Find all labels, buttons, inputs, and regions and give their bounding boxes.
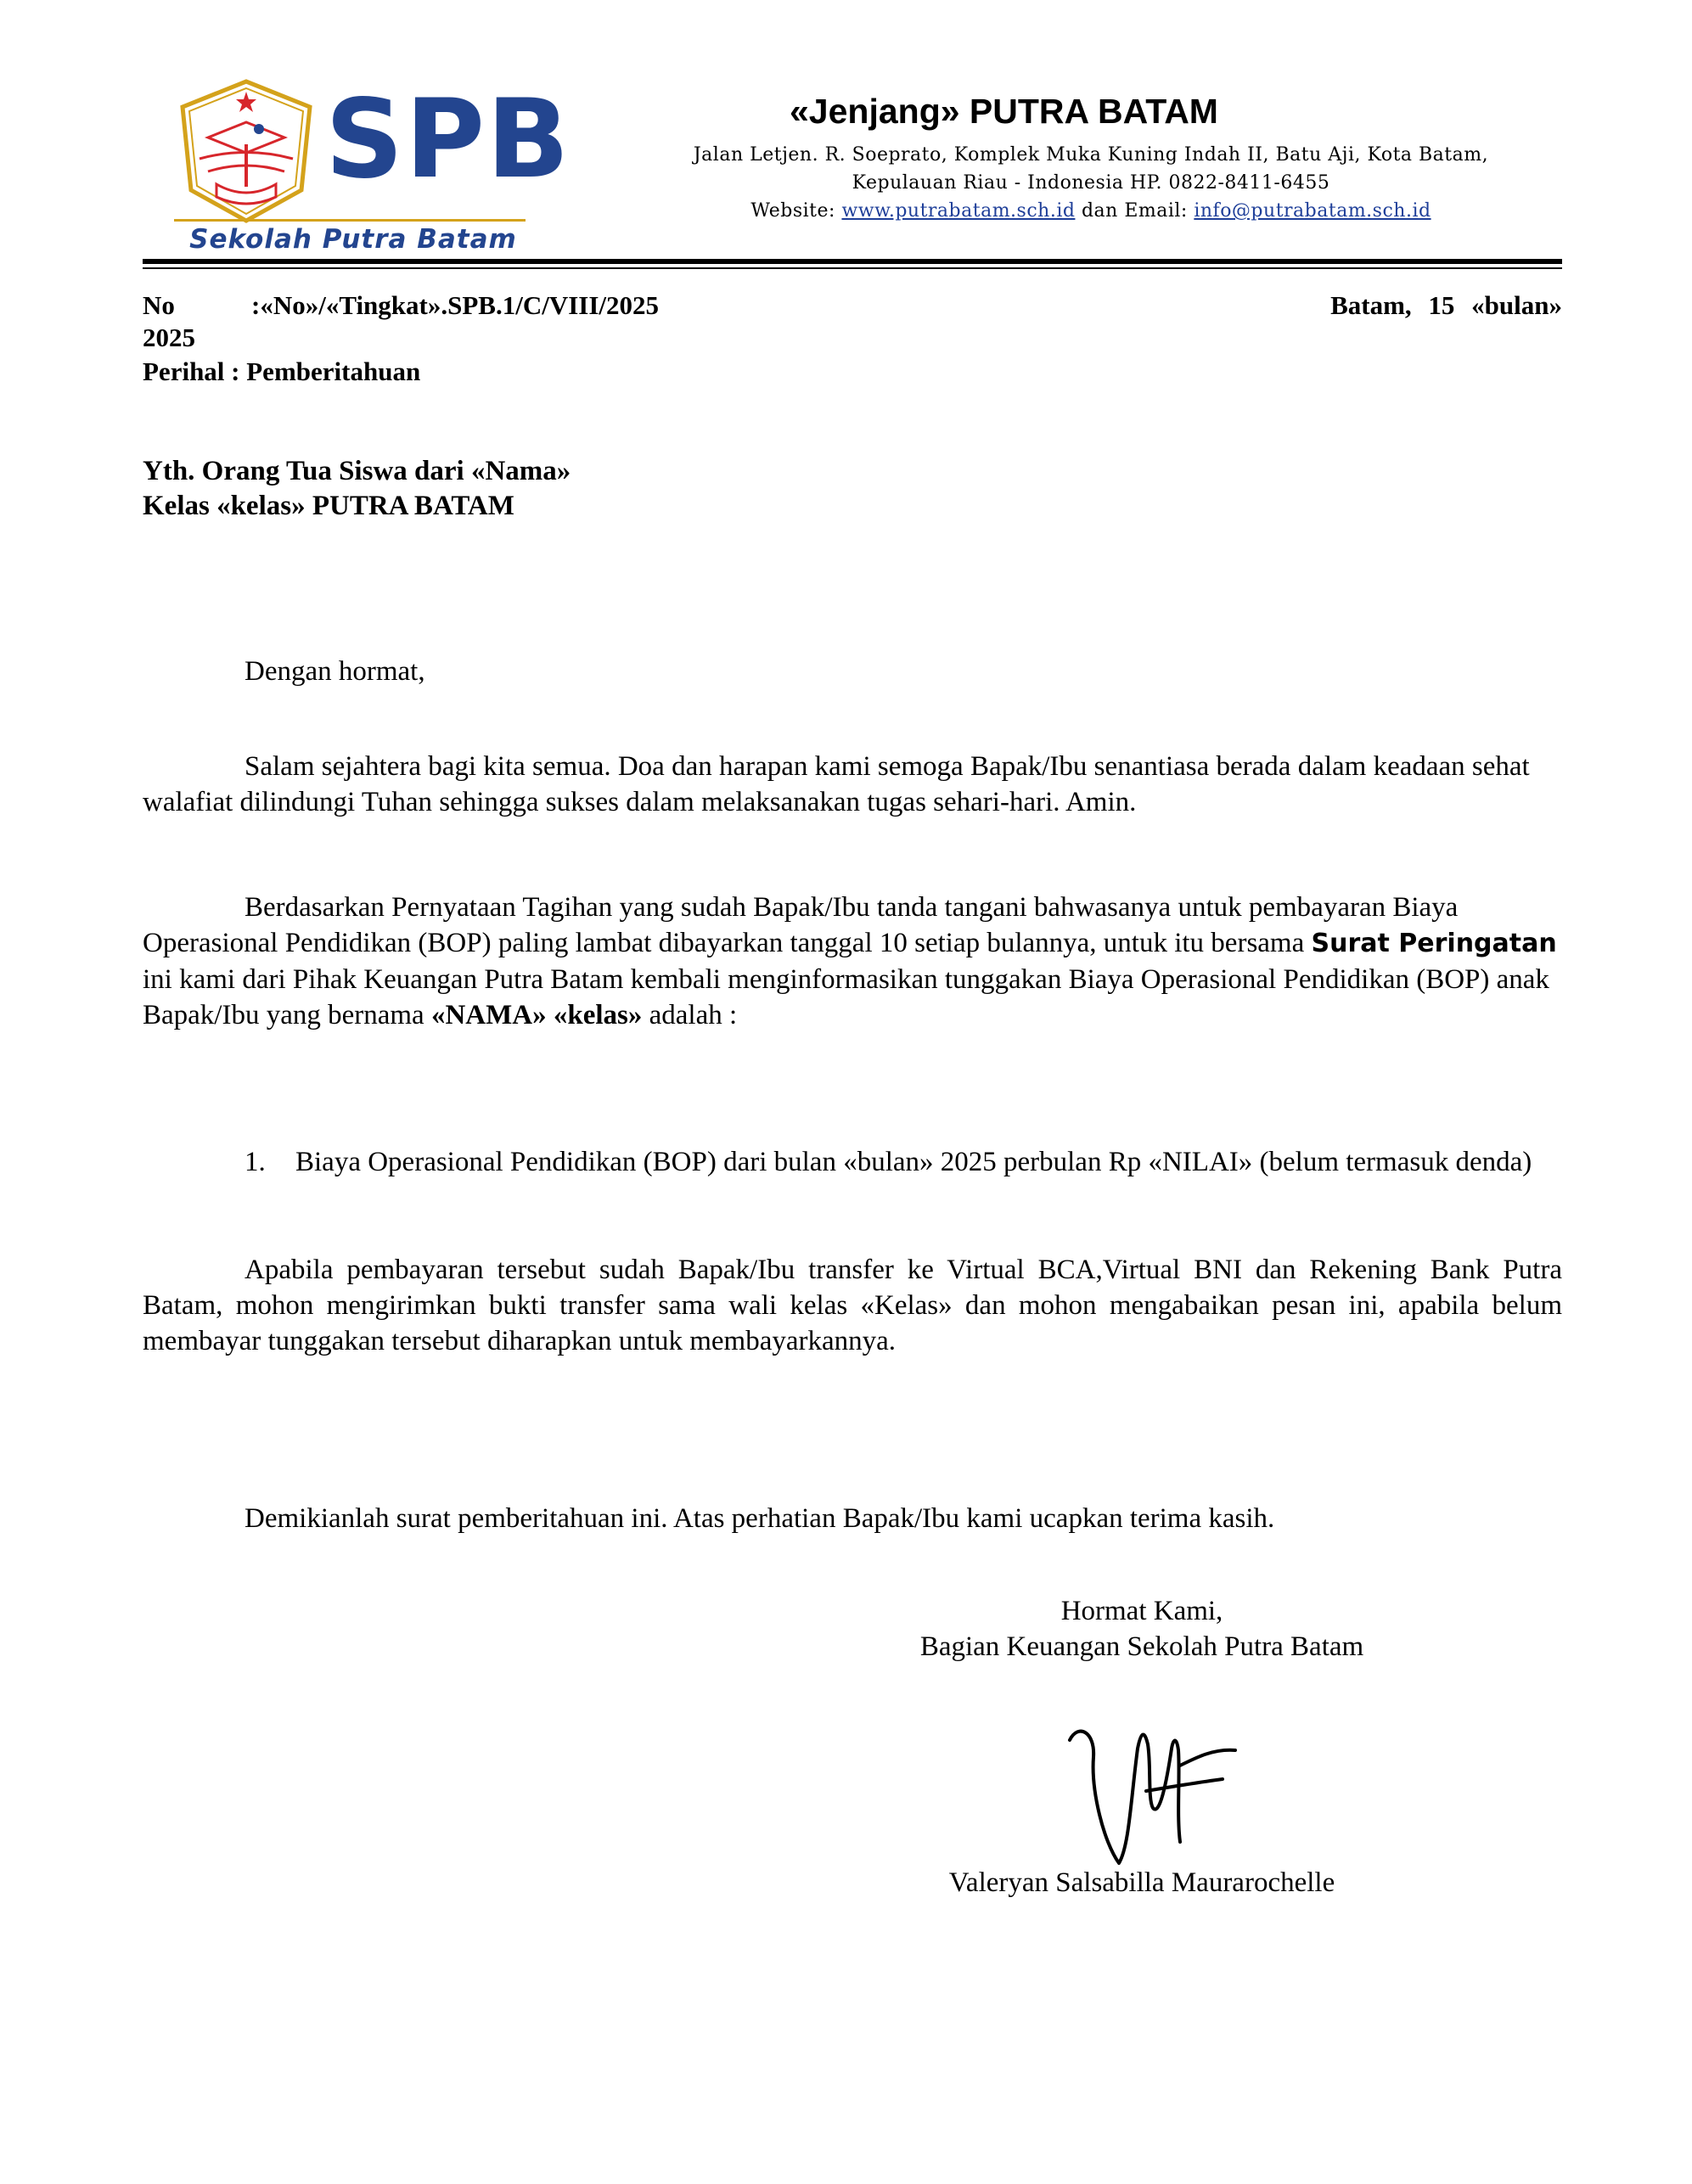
paragraph-opening: Salam sejahtera bagi kita semua. Doa dan harapan kami semoga Bapak/Ibu senantiasa berada dalam keadaan sehat walafiat dilindungi Tuhan sehingga sukses dalam melaksanakan tugas sehari-hari. Amin. xyxy=(143,751,1530,817)
logo-divider xyxy=(174,219,526,222)
email-link[interactable]: info@putrabatam.sch.id xyxy=(1194,200,1431,222)
paragraph-notice-part2: ini kami dari Pihak Keuangan Putra Batam kembali menginformasikan tunggakan Biaya Operasional Pendidikan (BOP) anak Bapak/Ibu yang bernama xyxy=(143,964,1549,1030)
website-link[interactable]: www.putrabatam.sch.id xyxy=(841,200,1076,222)
signer-name: Valeryan Salsabilla Maurarochelle xyxy=(948,1867,1335,1898)
closing-salutation: Hormat Kami, xyxy=(1060,1596,1223,1626)
email-label: dan Email: xyxy=(1081,200,1188,222)
paragraph-notice-part3: adalah : xyxy=(642,1000,738,1030)
recipient-line2: Kelas «kelas» PUTRA BATAM xyxy=(143,491,514,521)
spb-wordmark-icon xyxy=(325,76,571,203)
recipient-line1: Yth. Orang Tua Siswa dari «Nama» xyxy=(143,456,571,486)
website-label: Website: xyxy=(750,200,835,222)
letterhead-title: «Jenjang» PUTRA BATAM xyxy=(790,92,1218,131)
paragraph-notice-part1: Berdasarkan Pernyataan Tagihan yang sudah Bapak/Ibu tanda tangani bahwasanya untuk pembayaran Biaya Operasional Pendidikan (BOP) paling lambat dibayarkan tanggal 10 setiap bulannya, untuk itu bersama xyxy=(143,892,1459,958)
letter-date: Batam, 15 «bulan» xyxy=(1330,290,1562,320)
paragraph-closing: Demikianlah surat pemberitahuan ini. Atas perhatian Bapak/Ibu kami ucapkan terima kasih. xyxy=(245,1503,1275,1534)
warning-letter-bold: Surat Peringatan xyxy=(1311,929,1557,958)
school-crest-icon xyxy=(174,78,318,224)
letterhead-contact-line xyxy=(577,200,1605,222)
signature-icon xyxy=(1053,1698,1248,1876)
greeting: Dengan hormat, xyxy=(245,656,425,687)
school-logo xyxy=(174,73,571,261)
svg-text:SPB: SPB xyxy=(325,76,571,203)
header-rule-thick xyxy=(143,259,1562,264)
list-item-text: Biaya Operasional Pendidikan (BOP) dari bulan «bulan» 2025 perbulan Rp «NILAI» (belum termasuk denda) xyxy=(295,1147,1532,1177)
header-rule-thin xyxy=(143,267,1562,269)
logo-school-name: Sekolah Putra Batam xyxy=(189,224,517,255)
paragraph-notice xyxy=(143,890,1562,1033)
letter-number-label: No xyxy=(143,290,175,320)
list-item-number: 1. xyxy=(245,1147,266,1177)
paragraph-payment: Apabila pembayaran tersebut sudah Bapak/Ibu transfer ke Virtual BCA,Virtual BNI dan Rekening Bank Putra Batam, mohon mengirimkan bukti transfer sama wali kelas «Kelas» dan mohon mengabaikan pesan ini, apabila belum membayar tunggakan tersebut diharapkan untuk membayarkannya. xyxy=(143,1255,1562,1356)
letter-subject: Perihal : Pemberitahuan xyxy=(143,357,421,386)
closing-department: Bagian Keuangan Sekolah Putra Batam xyxy=(919,1631,1364,1662)
letter-year: 2025 xyxy=(143,323,195,352)
letter-number-value: :«No»/«Tingkat».SPB.1/C/VIII/2025 xyxy=(251,290,660,320)
student-name-class-bold: «NAMA» «kelas» xyxy=(430,1000,643,1030)
letterhead-address-line1: Jalan Letjen. R. Soeprato, Komplek Muka Kuning Indah II, Batu Aji, Kota Batam, xyxy=(693,144,1489,166)
letterhead-address-line2: Kepulauan Riau - Indonesia HP. 0822-8411-6455 xyxy=(852,172,1330,194)
